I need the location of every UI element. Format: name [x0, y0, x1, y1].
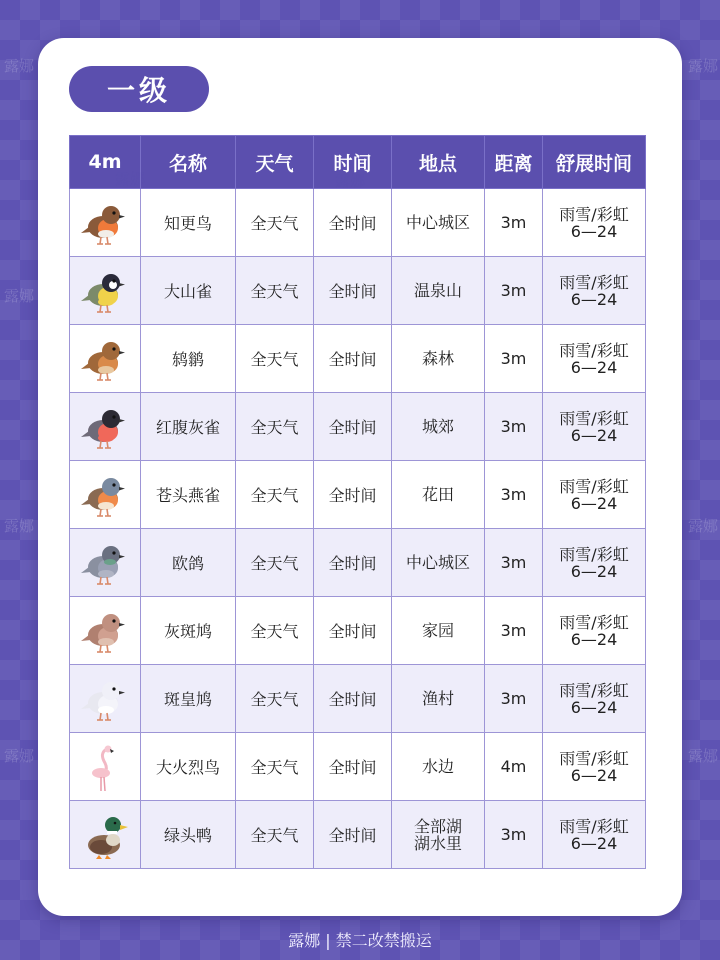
bird-time: 全时间 — [314, 597, 392, 665]
bird-weather: 全天气 — [236, 189, 314, 257]
bird-time: 全时间 — [314, 325, 392, 393]
bird-name: 绿头鸭 — [141, 801, 236, 869]
bird-distance: 3m — [485, 529, 543, 597]
bird-stretch-line: 雨雪/彩虹 — [559, 680, 629, 700]
flamingo-icon — [79, 741, 131, 793]
bird-image-cell — [70, 257, 141, 325]
table-row — [70, 733, 646, 801]
header-distance-class: 4m — [70, 136, 141, 189]
bird-stretch-line: 6—24 — [570, 221, 618, 241]
bird-stretch-time — [543, 325, 646, 393]
bird-stretch-time — [543, 257, 646, 325]
table-row — [70, 393, 646, 461]
bird-stretch-line: 雨雪/彩虹 — [559, 544, 629, 564]
bird-stretch-line: 雨雪/彩虹 — [559, 272, 629, 292]
bird-stretch-line: 6—24 — [570, 765, 618, 785]
bird-stretch-line: 雨雪/彩虹 — [559, 340, 629, 360]
bird-stretch-line: 6—24 — [570, 697, 618, 717]
bird-time: 全时间 — [314, 393, 392, 461]
level-badge: 一级 — [69, 66, 209, 112]
bird-stretch-line: 雨雪/彩虹 — [559, 612, 629, 632]
mallard-icon — [79, 809, 131, 861]
bird-stretch-line: 6—24 — [570, 561, 618, 581]
great-tit-icon — [79, 265, 131, 317]
pigeon-icon — [79, 537, 131, 589]
bird-stretch-line: 6—24 — [570, 833, 618, 853]
bird-distance: 3m — [485, 461, 543, 529]
watermark: 露娜 — [4, 57, 35, 75]
table-row — [70, 529, 646, 597]
bird-location — [392, 733, 485, 801]
bird-location-line: 全部湖 — [413, 816, 462, 836]
bird-time: 全时间 — [314, 189, 392, 257]
header-time: 时间 — [314, 136, 392, 189]
table-row — [70, 665, 646, 733]
bird-stretch-line: 6—24 — [570, 629, 618, 649]
bird-distance: 3m — [485, 665, 543, 733]
bird-distance: 3m — [485, 257, 543, 325]
bird-stretch-line: 雨雪/彩虹 — [559, 476, 629, 496]
robin-icon — [79, 197, 131, 249]
turtle-dove-icon — [79, 605, 131, 657]
bird-distance: 3m — [485, 325, 543, 393]
bird-weather: 全天气 — [236, 393, 314, 461]
watermark: 露娜 — [4, 517, 35, 535]
bird-name: 欧鸽 — [141, 529, 236, 597]
bird-location-line: 湖水里 — [413, 833, 462, 853]
bird-distance: 4m — [485, 733, 543, 801]
bird-weather: 全天气 — [236, 461, 314, 529]
bird-distance: 3m — [485, 801, 543, 869]
bird-stretch-time — [543, 801, 646, 869]
header-distance: 距离 — [485, 136, 543, 189]
bird-location — [392, 325, 485, 393]
watermark: 露娜 — [4, 747, 35, 765]
bird-name: 大山雀 — [141, 257, 236, 325]
bird-image-cell — [70, 733, 141, 801]
bird-name: 红腹灰雀 — [141, 393, 236, 461]
bird-image-cell — [70, 461, 141, 529]
bird-stretch-line: 6—24 — [570, 493, 618, 513]
bird-location — [392, 189, 485, 257]
bird-distance: 3m — [485, 189, 543, 257]
bird-location — [392, 801, 485, 869]
bird-location — [392, 393, 485, 461]
bird-stretch-line: 6—24 — [570, 289, 618, 309]
bird-time: 全时间 — [314, 257, 392, 325]
watermark: 露娜 — [335, 172, 366, 190]
bird-stretch-line: 6—24 — [570, 425, 618, 445]
table-row — [70, 801, 646, 869]
bird-time: 全时间 — [314, 801, 392, 869]
bullfinch-icon — [79, 401, 131, 453]
bird-name: 苍头燕雀 — [141, 461, 236, 529]
bird-stretch-time — [543, 393, 646, 461]
bird-location-line: 中心城区 — [405, 213, 470, 232]
bird-weather: 全天气 — [236, 529, 314, 597]
bird-location-line: 花田 — [421, 485, 454, 504]
table-row — [70, 597, 646, 665]
bird-location — [392, 257, 485, 325]
bird-time: 全时间 — [314, 529, 392, 597]
bird-weather: 全天气 — [236, 257, 314, 325]
bird-stretch-line: 雨雪/彩虹 — [559, 408, 629, 428]
bird-stretch-line: 雨雪/彩虹 — [559, 816, 629, 836]
bird-stretch-line: 雨雪/彩虹 — [559, 204, 629, 224]
bird-location-line: 温泉山 — [413, 281, 462, 300]
table-row — [70, 257, 646, 325]
header-name: 名称 — [141, 136, 236, 189]
header-weather: 天气 — [236, 136, 314, 189]
bird-name: 知更鸟 — [141, 189, 236, 257]
bird-stretch-line: 6—24 — [570, 357, 618, 377]
white-dove-icon — [79, 673, 131, 725]
bird-image-cell — [70, 529, 141, 597]
bird-location-line: 水边 — [421, 757, 454, 776]
bird-image-cell — [70, 665, 141, 733]
watermark: 露娜 — [688, 517, 719, 535]
bird-time: 全时间 — [314, 733, 392, 801]
bird-location-line: 森林 — [421, 349, 454, 368]
header-location: 地点 — [392, 136, 485, 189]
bird-location — [392, 665, 485, 733]
bird-stretch-time — [543, 461, 646, 529]
bird-time: 全时间 — [314, 665, 392, 733]
watermark: 露娜 — [688, 747, 719, 765]
bird-time: 全时间 — [314, 461, 392, 529]
bird-image-cell — [70, 801, 141, 869]
bird-image-cell — [70, 325, 141, 393]
footer-credit: 露娜 | 禁二改禁搬运 — [288, 931, 432, 950]
bird-location-line: 渔村 — [421, 689, 454, 708]
bird-stretch-time — [543, 529, 646, 597]
bird-weather: 全天气 — [236, 665, 314, 733]
table-row — [70, 189, 646, 257]
bird-stretch-line: 雨雪/彩虹 — [559, 748, 629, 768]
bird-name: 大火烈鸟 — [141, 733, 236, 801]
bird-name: 鸫鹟 — [141, 325, 236, 393]
table-row — [70, 461, 646, 529]
bird-weather: 全天气 — [236, 325, 314, 393]
bird-image-cell — [70, 189, 141, 257]
bird-name: 斑皇鸠 — [141, 665, 236, 733]
bird-table — [69, 135, 646, 869]
watermark: 露娜 — [115, 170, 146, 188]
bird-location — [392, 529, 485, 597]
bird-stretch-time — [543, 189, 646, 257]
bird-location — [392, 461, 485, 529]
bird-name: 灰斑鸠 — [141, 597, 236, 665]
watermark: 露娜 — [688, 57, 719, 75]
bird-image-cell — [70, 597, 141, 665]
bird-distance: 3m — [485, 597, 543, 665]
bird-distance: 3m — [485, 393, 543, 461]
bird-stretch-time — [543, 733, 646, 801]
header-stretch-time: 舒展时间 — [543, 136, 646, 189]
bird-weather: 全天气 — [236, 597, 314, 665]
bird-weather: 全天气 — [236, 801, 314, 869]
bird-location-line: 中心城区 — [405, 553, 470, 572]
bird-location-line: 城郊 — [421, 417, 454, 436]
thrush-icon — [79, 333, 131, 385]
brambling-icon — [79, 469, 131, 521]
table-row — [70, 325, 646, 393]
bird-location-line: 家园 — [421, 621, 454, 640]
bird-stretch-time — [543, 597, 646, 665]
watermark: 露娜 — [4, 287, 35, 305]
bird-weather: 全天气 — [236, 733, 314, 801]
bird-image-cell — [70, 393, 141, 461]
bird-location — [392, 597, 485, 665]
bird-stretch-time — [543, 665, 646, 733]
